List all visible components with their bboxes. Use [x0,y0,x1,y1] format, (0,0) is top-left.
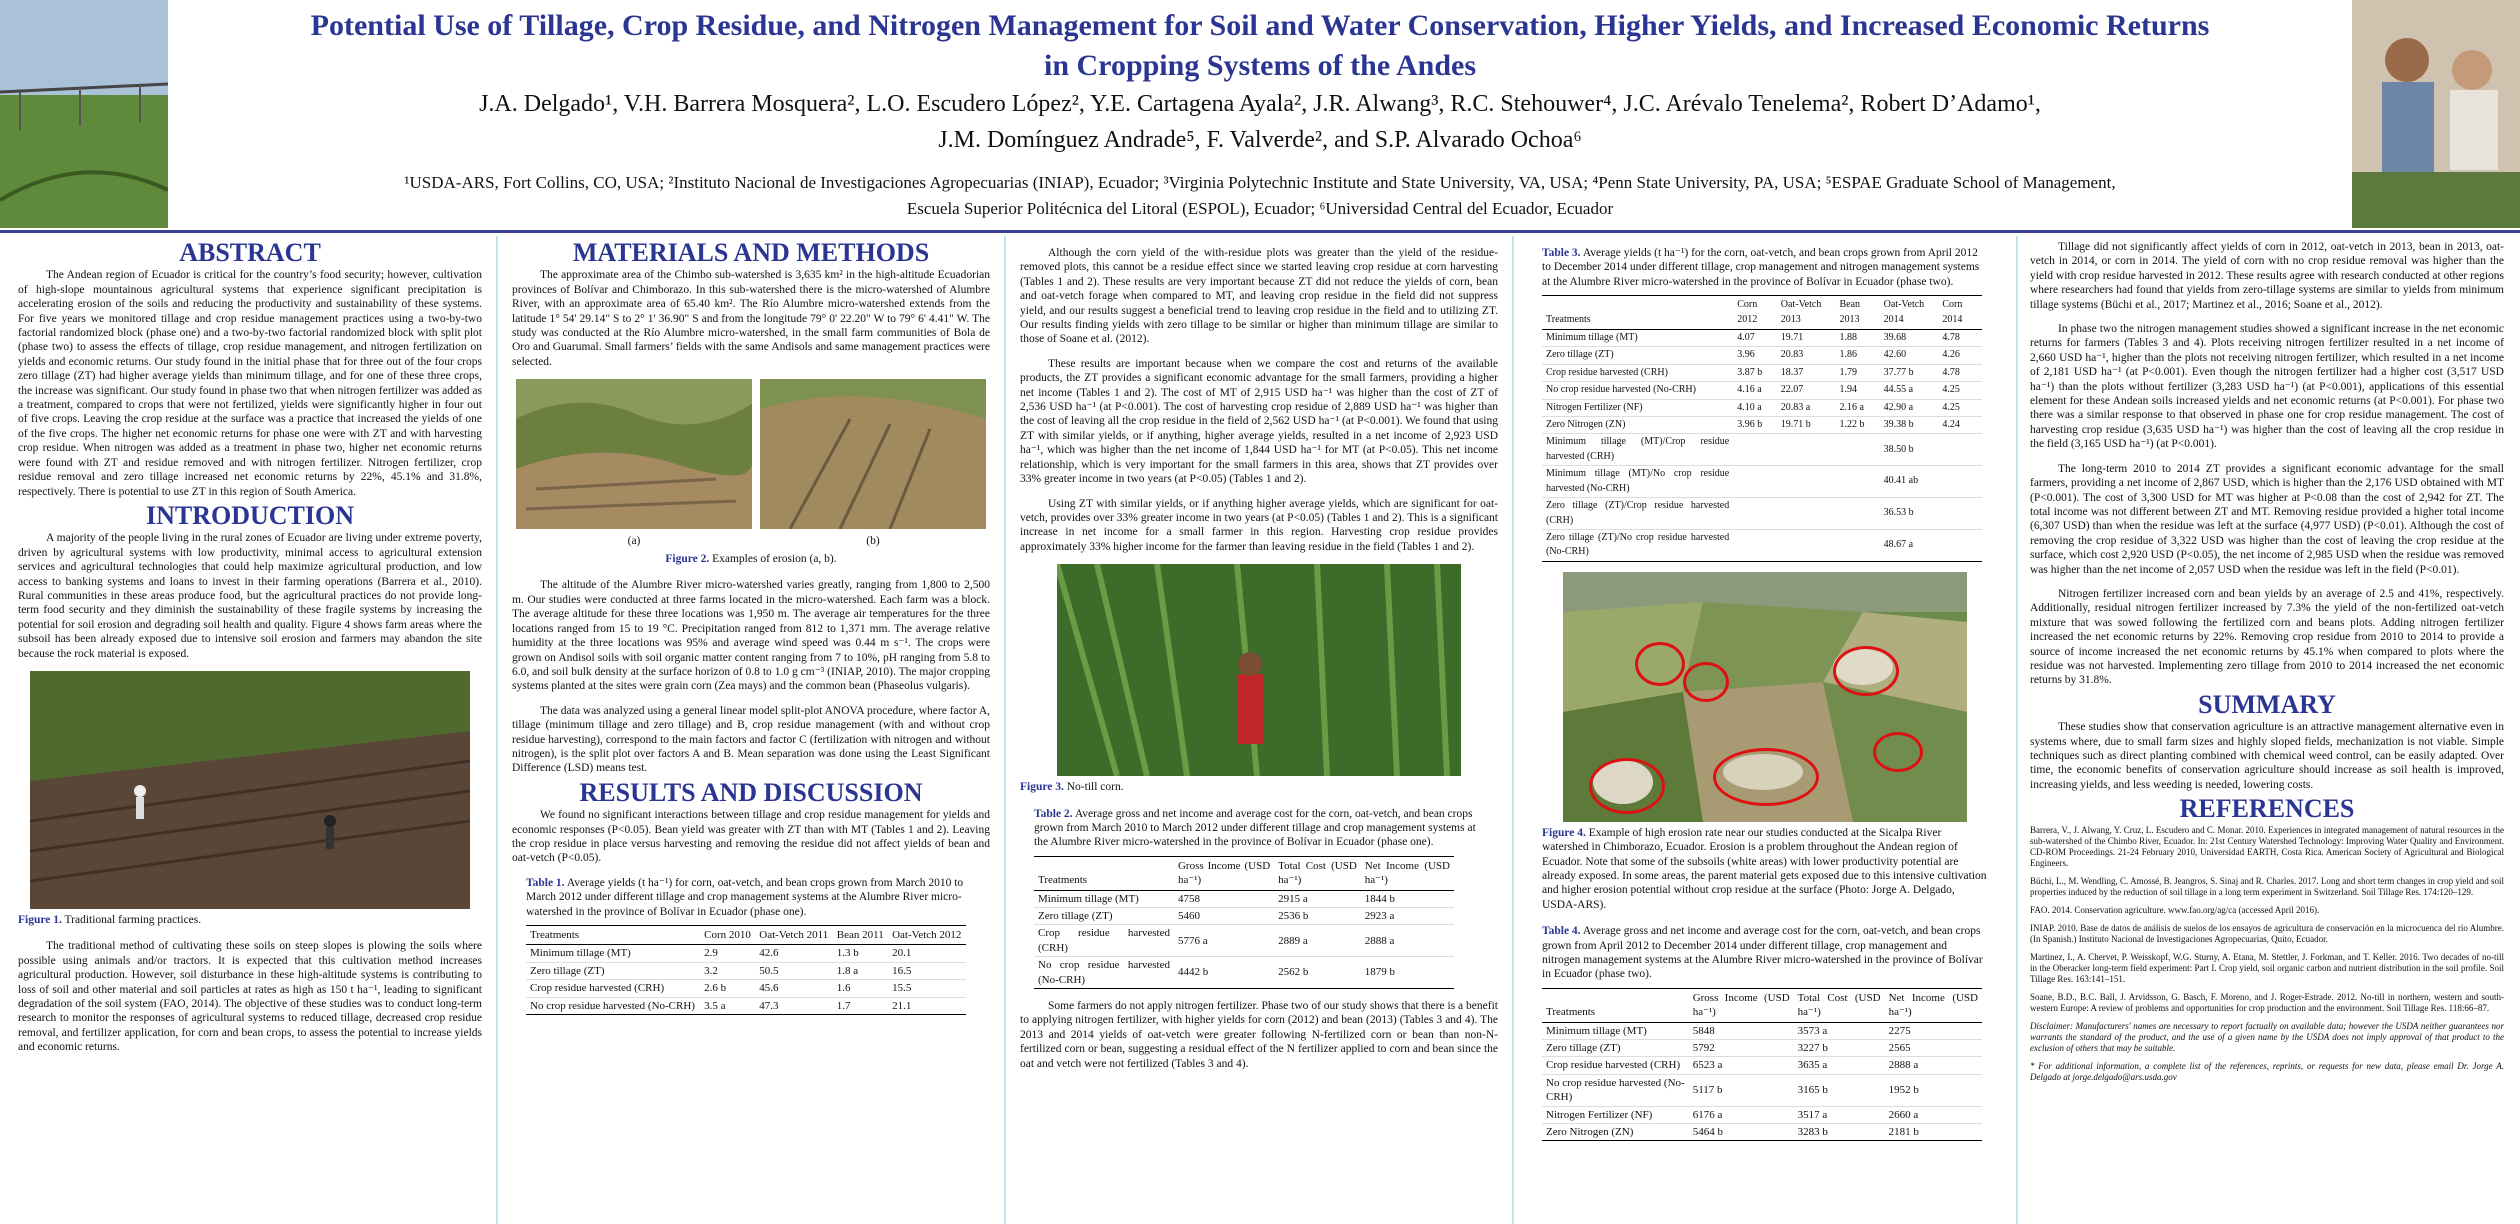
table-3-body [1542,330,1982,562]
table-cell: 40.41 ab [1880,466,1939,498]
figure-2b [760,379,986,548]
table-cell: 5117 b [1689,1074,1794,1106]
table-row [526,962,966,979]
table-cell: Zero tillage (ZT) [1034,907,1174,924]
table-cell: 39.38 b [1880,417,1939,434]
figure-3-caption [1020,780,1498,794]
table-cell: 2565 [1885,1040,1982,1057]
table-cell: 4.10 a [1733,399,1777,416]
table-cell: Crop residue harvested (CRH) [526,980,700,997]
table-cell: 3227 b [1794,1040,1885,1057]
table-cell [1777,434,1836,466]
summary-heading: SUMMARY [2198,689,2336,719]
figure-2b-image [760,379,986,529]
table-cell: 47.3 [755,997,832,1014]
table-header: Oat-Vetch 2013 [1777,296,1836,330]
table-cell: 1.8 a [833,962,888,979]
table-cell: 1.3 b [833,945,888,962]
table-cell: 1844 b [1361,890,1454,907]
header-photo-irrigation [0,0,168,228]
results-paragraph: Although the corn yield of the with-residue plots was greater than the yield of the residue-removed plots, this cannot be a residue effect since we started leaving crop residue at corn harvesting (Tables 1 and 2). These results are very important because ZT did not reduce the yields of corn, bean and oat-vetch forage when compared to MT, and leaving crop residue in the field did not suppress yield, and our results suggest a beneficial trend to leaving crop residue in the field and to utilizing ZT. Our results finding yields with zero tillage to be similar or higher than minimum tillage are similar to those of Soane et al. (2012). [1020,247,1498,346]
table-cell: 19.71 [1777,330,1836,347]
table-cell: Crop residue harvested (CRH) [1542,1057,1689,1074]
column-divider [1512,236,1514,1224]
table-cell [1938,434,1982,466]
table-1-caption [526,876,976,919]
table-cell: 4.25 [1938,399,1982,416]
table-cell [1777,498,1836,530]
table-cell: 1.22 b [1836,417,1880,434]
table-cell: 2.6 b [700,980,755,997]
table-1-caption-text: Average yields (t ha⁻¹) for corn, oat-vetch, and bean crops grown from March 2010 to March 2012 under different tillage and crop management systems at the Alumbre River micro-watershed in the province of Bolívar in Ecuador (phase one). [526,876,964,918]
table-row [1542,330,1982,347]
poster-title [200,6,2320,86]
abstract-text: The Andean region of Ecuador is critical for the country’s food security; however, cultivation of high-slope mountainous agricultural systems that experience significant precipitation is accelerating erosion of the soils and reducing the productivity and sustainability of these systems. For five years we monitored tillage and crop residue management practices using a two-by-two factorial randomized block (phase one) and a two-by-two factorial randomized block with split plot (phase two) to assess the effects of tillage, crop residue management, and nitrogen fertilization on yields and economic returns. Our study found in the initial phase that for three out of the four crops zero tillage (ZT) had higher average yields than minimum tillage, and for one of these three crops, the increase was significant. Our study found in phase two that when nitrogen fertilizer was added as a treatment, compared to crops that were not fertilized, yields were significantly higher in four out of five crops. Leaving the crop residue at the surface was a practice that increased the yields of one of the five crops. The higher net economic returns for phase one were with ZT and with harvesting crop residue. When nitrogen was added as a treatment in phase two, higher net economic returns were found with ZT and residue removed and with nitrogen fertilizer. Nitrogen fertilizer, crop residue removal and zero tillage increased net economic returns by 22%, 45.1% and 31.8%, respectively. There is potential to use ZT in this region of South America. [18,269,482,498]
title-line-2: in Cropping Systems of the Andes [1043,49,1477,82]
figure-2-images [512,379,990,548]
column-5 [2030,236,2504,1222]
table-header: Oat-Vetch 2014 [1880,296,1939,330]
table-row [1034,907,1454,924]
table-header: Oat-Vetch 2011 [755,926,832,945]
table-cell: 2660 a [1885,1106,1982,1123]
table-cell: 5464 b [1689,1124,1794,1141]
erosion-marker [1683,662,1729,702]
results-paragraph: Nitrogen fertilizer increased corn and bean yields by an average of 2.5 and 41%, respectively. Additionally, residual nitrogen fertilizer increased by 7.3% the yield of the non-fertilized oat-vetch mixture that was sowed following the fertilized corn and beans plots. Adding nitrogen fertilizer increased the net economic returns by 22%. Removing crop residue from 2010 to 2014 to provide a source of income increased the net economic returns by 45.1% when compared to plots where the residue was not harvested. Implementing zero tillage from 2010 to 2014 increased the net economic returns by 31.8%. [2030,587,2504,687]
title-line-1: Potential Use of Tillage, Crop Residue, and Nitrogen Management for Soil and Water Conservation, Higher Yields, and Increased Economic Returns [310,9,2210,42]
figure-1-label: Figure 1. [18,913,62,926]
reference-item: Martinez, I., A. Chervet, P. Weisskopf, W.G. Sturny, A. Etana, M. Stettler, J. Forkman, and T. Keller. 2016. Two decades of no-till in the Oberacker long-term field experiment: Part I. Crop yield, soil organic carbon and nutrient distribution in the soil profile. Soil Tillage Res. 163:141–151. [2030,951,2504,984]
table-row [1542,382,1982,399]
table-header: Corn 2010 [700,926,755,945]
methods-heading: MATERIALS AND METHODS [572,238,930,267]
table-2-caption [1034,807,1484,850]
table-row [1542,399,1982,416]
table-cell: 37.77 b [1880,364,1939,381]
table-header: Treatments [1542,988,1689,1022]
table-cell [1777,529,1836,561]
table-row [1542,434,1982,466]
figure-3-image [1057,564,1461,776]
table-4-caption-text: Average gross and net income and average cost for the corn, oat-vetch, and bean crops grown from April 2012 to December 2014 under different tillage, crop management and nitrogen management systems at the Alumbre River micro-watershed in the province of Bolívar in Ecuador (phase two). [1542,925,1983,981]
table-row [526,997,966,1014]
table-cell: 3.5 a [700,997,755,1014]
table-header: Corn 2012 [1733,296,1777,330]
table-cell: 45.6 [755,980,832,997]
table-cell: 1.86 [1836,347,1880,364]
table-cell: 2536 b [1274,907,1361,924]
table-cell [1836,529,1880,561]
table-row [1542,1057,1982,1074]
table-cell: 1952 b [1885,1074,1982,1106]
table-cell: 4.07 [1733,330,1777,347]
abstract-heading: ABSTRACT [179,238,321,267]
disclaimer: Disclaimer: Manufacturers' names are necessary to report factually on available data; however the USDA neither guarantees nor warrants the standard of the product, and the use of a given name by the USDA does not imply approval of that product to the exclusion of others that may be suitable. [2030,1020,2504,1053]
table-cell: No crop residue harvested (No-CRH) [1542,1074,1689,1106]
erosion-marker [1635,642,1685,686]
results-paragraph: Using ZT with similar yields, or if anything higher average yields, which are significant for oat-vetch, provides over 33% greater income in two years (at P<0.05) (Tables 1 and 2). This is a significant increase in net income for a small farmer in this region. Harvesting crop residue provides approximately 33% higher income for the farmer than leaving residue in the field (Tables 1 and 2). [1020,497,1498,553]
table-cell: 42.6 [755,945,832,962]
results-heading: RESULTS AND DISCUSSION [579,777,923,807]
table-cell: 3635 a [1794,1057,1885,1074]
table-cell: 38.50 b [1880,434,1939,466]
column-divider [496,236,498,1224]
references-heading: REFERENCES [2179,794,2355,824]
table-cell: Minimum tillage (MT) [1542,330,1733,347]
figure-4-image [1563,572,1967,822]
table-cell: 3283 b [1794,1124,1885,1141]
table-header: Corn 2014 [1938,296,1982,330]
table-row [1542,1124,1982,1141]
table-cell: 6176 a [1689,1106,1794,1123]
table-cell: 4.26 [1938,347,1982,364]
table-cell: Zero tillage (ZT) [1542,347,1733,364]
table-header: Oat-Vetch 2012 [888,926,966,945]
table-header: Net Income (USD ha⁻¹) [1885,988,1982,1022]
figure-3-caption-text: No-till corn. [1066,781,1124,794]
reference-item: FAO. 2014. Conservation agriculture. www.fao.org/ag/ca (accessed April 2016). [2030,904,2320,915]
table-cell: No crop residue harvested (No-CRH) [526,997,700,1014]
table-header: Total Cost (USD ha⁻¹) [1274,856,1361,890]
header-photo-researchers [2352,0,2520,228]
table-row [1034,957,1454,989]
table-row [1542,347,1982,364]
table-row [1542,498,1982,530]
authors-line-1: J.A. Delgado¹, V.H. Barrera Mosquera², L.O. Escudero López², Y.E. Cartagena Ayala², J.R. Alwang³, R.C. Stehouwer⁴, J.C. Arévalo Tenelema², Robert D’Adamo¹, [479,91,2041,117]
column-divider [1004,236,1006,1224]
table-cell: 2888 a [1885,1057,1982,1074]
table-cell: 4.25 [1938,382,1982,399]
results-paragraph: Tillage did not significantly affect yields of corn in 2012, oat-vetch in 2013, bean in 2013, oat-vetch in 2014, or corn in 2014. The yield of corn with no crop residue removal was higher than the yield with crop residue harvested in 2012. These results agree with research conducted at other regions where researchers had found that yields from zero-tillage systems are similar to yields from minimum tillage systems (Büchi et al., 2017; Martinez et al., 2016; Soane et al., 2012). [2030,241,2504,311]
table-cell: 2889 a [1274,925,1361,957]
table-header: Gross Income (USD ha⁻¹) [1689,988,1794,1022]
table-1 [526,925,966,1015]
figure-2-label: Figure 2. [665,553,710,566]
table-cell: 2915 a [1274,890,1361,907]
table-cell [1938,498,1982,530]
table-cell: 20.1 [888,945,966,962]
methods-paragraph: The data was analyzed using a general linear model split-plot ANOVA procedure, where factor A, tillage (minimum tillage and zero tillage) and B, crop residue management (with and without crop residue harvesting), correspond to the main factors and factor C (fertilization with nitrogen and without nitrogen), is the split plot over factors A and B. Mean separation was done using the Least Significant Difference (LSD) means test. [512,704,990,775]
table-cell: 1879 b [1361,957,1454,989]
column-1 [18,236,482,1222]
table-cell: 16.5 [888,962,966,979]
erosion-marker [1589,758,1665,814]
table-cell: Zero tillage (ZT)/No crop residue harvested (No-CRH) [1542,529,1733,561]
table-cell: 39.68 [1880,330,1939,347]
table-cell: 1.7 [833,997,888,1014]
authors-line-2: J.M. Domínguez Andrade⁵, F. Valverde², and S.P. Alvarado Ochoa⁶ [938,127,1582,153]
table-4-label: Table 4. [1542,925,1581,938]
table-row [1542,1040,1982,1057]
table-cell: Nitrogen Fertilizer (NF) [1542,399,1733,416]
table-cell: Zero Nitrogen (ZN) [1542,1124,1689,1141]
table-cell: 2923 a [1361,907,1454,924]
table-cell [1836,466,1880,498]
table-cell [1733,434,1777,466]
table-2 [1034,856,1454,989]
table-cell: 42.90 a [1880,399,1939,416]
table-cell: 3517 a [1794,1106,1885,1123]
table-cell: 50.5 [755,962,832,979]
figure-2b-label: (b) [866,534,880,547]
table-row [1542,1022,1982,1039]
reference-list [2030,825,2504,1083]
column-divider [2016,236,2018,1224]
table-row [1034,890,1454,907]
table-cell [1733,529,1777,561]
table-cell: 1.94 [1836,382,1880,399]
table-cell: 2.16 a [1836,399,1880,416]
table-cell [1836,498,1880,530]
figure-4-caption [1542,826,1988,912]
table-row [1542,1074,1982,1106]
table-cell: 2562 b [1274,957,1361,989]
table-cell: 22.07 [1777,382,1836,399]
results-paragraph: The long-term 2010 to 2014 ZT provides a significant economic advantage for the small farmers, providing a net income of 2,867 USD, which is higher than the 2,176 USD obtained with MT (P<0.001). The cost of 3,300 USD for MT was higher at P<0.08 than the cost of 2,942 for ZT. The total income was not different between ZT and MT. Removing residue provided a higher total income (6,307 USD) than when the residue was left at the surface (4,977 USD) (P<0.01). Although the cost of removing the crop residue of 3,322 USD was higher than the cost of leaving the crop residue at the surface, which cost 2,920 USD (P<0.05), the net income of 2,985 USD when the residue was removed was higher than the net income of 2,057 USD when the residue was left in the field (P<0.01). [2030,462,2504,576]
table-cell: Minimum tillage (MT)/No crop residue harvested (No-CRH) [1542,466,1733,498]
table-cell: 3165 b [1794,1074,1885,1106]
reference-item: Büchi, L., M. Wendling, C. Amossé, B. Jeangros, S. Sinaj and R. Charles. 2017. Long and short term changes in crop yield and soil properties induced by the reduction of soil tillage in a long term experiment in Switzerland. Soil Tillage Res. 174:120–129. [2030,875,2504,897]
table-cell: 1.79 [1836,364,1880,381]
affiliations-line-1: ¹USDA-ARS, Fort Collins, CO, USA; ²Instituto Nacional de Investigaciones Agropecuarias (INIAP), Ecuador; ³Virginia Polytechnic Institute and State University, VA, USA; ⁴Penn State University, PA, USA; ⁵ESPAE Graduate School of Management, [404,173,2116,192]
column-2 [512,236,990,1222]
table-row [526,945,966,962]
introduction-paragraph: The traditional method of cultivating these soils on steep slopes is plowing the soils where possible using animals and/or tractors. It is expected that this cultivation method increases agricultural production. However, soil disturbance in these high-altitude systems is contributing to loss of soil and other material and soil particles at rates as high as 150 t ha⁻¹, leading to significant degradation of the soil system (FAO, 2014). The objective of these studies was to conduct long-term research to monitor the responses of agricultural systems to reduced tillage, decreased crop residue removal, and fertilizer application, for corn and bean crops, to assess the potential to increase yields and economic returns. [18,940,482,1054]
contact-note: * For additional information, a complete list of the references, reprints, or requests for new data, please email Dr. Jorge A. Delgado at jorge.delgado@ars.usda.gov [2030,1060,2504,1082]
erosion-marker [1713,748,1819,806]
figure-2a-image [516,379,752,529]
table-cell [1938,529,1982,561]
table-cell: 15.5 [888,980,966,997]
table-cell: 6523 a [1689,1057,1794,1074]
figure-2-caption-text: Examples of erosion (a, b). [712,553,837,566]
table-4-body [1542,1022,1982,1141]
table-cell: Minimum tillage (MT)/Crop residue harvested (CRH) [1542,434,1733,466]
table-cell: 44.55 a [1880,382,1939,399]
table-header: Total Cost (USD ha⁻¹) [1794,988,1885,1022]
table-row [1034,925,1454,957]
poster-header [0,0,2520,230]
table-1-label: Table 1. [526,876,565,889]
table-cell [1938,466,1982,498]
table-row [526,980,966,997]
reference-item: INIAP. 2010. Base de datos de análisis de suelos de los ensayos de agricultura de conservación en la microcuenca del río Alumbre. (In Spanish.) Instituto Nacional de Investigaciones Agropecuarias, Quito, Ecuador. [2030,922,2504,944]
table-cell: Minimum tillage (MT) [1542,1022,1689,1039]
table-cell: 21.1 [888,997,966,1014]
table-cell: 5460 [1174,907,1274,924]
table-cell: 48.67 a [1880,529,1939,561]
table-header: Bean 2011 [833,926,888,945]
table-cell: 3.2 [700,962,755,979]
reference-item: Barrera, V., J. Alwang, Y. Cruz, L. Escudero and C. Monar. 2010. Experiences in integrated management of natural resources in the sub-watershed of the Chimbo River, Ecuador. In: 21st Century Watershed Technology: Improving Water Quality and Environment. CD-ROM Proceedings. 21-24 February 2010, Universidad EARTH, Costa Rica. American Society of Agricultural and Biological Engineers. [2030,824,2504,868]
table-cell: 5776 a [1174,925,1274,957]
author-list [200,86,2320,158]
figure-3-label: Figure 3. [1020,781,1064,794]
table-4 [1542,988,1982,1142]
table-cell: No crop residue harvested (No-CRH) [1542,382,1733,399]
table-cell: Nitrogen Fertilizer (NF) [1542,1106,1689,1123]
table-cell: 18.37 [1777,364,1836,381]
table-3-caption-text: Average yields (t ha⁻¹) for the corn, oat-vetch, and bean crops grown from April 2012 to December 2014 under different tillage, crop management and nitrogen management systems at the Alumbre River micro-watershed in the province of Bolívar in Ecuador (phase two). [1542,247,1980,288]
table-cell: 4758 [1174,890,1274,907]
table-cell: 20.83 [1777,347,1836,364]
table-4-caption [1542,924,1988,982]
reference-item: Soane, B.D., B.C. Ball, J. Arvidsson, G. Basch, F. Moreno, and J. Roger-Estrade. 2012. No-till in northern, western and south-western Europe: A review of problems and opportunities for crop production and the environment. Soil Tillage Res. 118:66–87. [2030,991,2504,1013]
table-cell [1836,434,1880,466]
figure-1-image [30,671,470,909]
affiliations-line-2: Escuela Superior Politécnica del Litoral (ESPOL), Ecuador; ⁶Universidad Central del Ecuador, Ecuador [906,199,1614,218]
table-cell: Crop residue harvested (CRH) [1542,364,1733,381]
table-cell: Crop residue harvested (CRH) [1034,925,1174,957]
table-cell: 2888 a [1361,925,1454,957]
table-cell: 19.71 b [1777,417,1836,434]
results-paragraph: In phase two the nitrogen management studies showed a significant increase in the net economic returns for farmers (Tables 3 and 4). Plots receiving nitrogen fertilizer resulted in a net income of 2,660 USD ha⁻¹, higher than the plots not receiving nitrogen fertilizer, which resulted in a net income of 2,181 USD ha⁻¹ (at P<0.001). Even though the nitrogen fertilizer had a higher cost (3,517 USD ha⁻¹) than the plots without fertilizer (3,283 USD ha⁻¹) (at P<0.001), applications of this essential element for these Andean soils increased yields and net economic returns (at P<0.001). For phase two there was a similar response to that observed in phase one for crop residue management. The cost of harvesting crop residue (3,635 USD ha⁻¹) was higher than the cost of leaving all the crop residue in the field (3,165 USD ha⁻¹) (at P<0.001). [2030,323,2504,451]
table-row [1542,364,1982,381]
table-cell [1777,466,1836,498]
table-cell: 4442 b [1174,957,1274,989]
table-cell: 36.53 b [1880,498,1939,530]
methods-paragraph: The approximate area of the Chimbo sub-watershed is 3,635 km² in the high-altitude Ecuadorian provinces of Bolívar and Chimborazo. In this sub-watershed there is the micro-watershed of Alumbre River, with an approximate area of 65.40 km². The Río Alumbre micro-watershed extends from the latitude 1° 54' 29.14" S to 2° 1' 36.90" S and from the longitude 79° 0' 22.20" W to 79° 6' 4.41" W. The study was conducted at the Río Alumbre micro-watershed, in the small farm communities of Bola de Oro and Guarumal. Small farmers’ fields with the same Andisols and same management practices were selected. [512,269,990,368]
column-4 [1528,236,2002,1222]
table-header: Bean 2013 [1836,296,1880,330]
table-cell: 4.78 [1938,330,1982,347]
table-cell: 3.96 [1733,347,1777,364]
table-row [1542,529,1982,561]
erosion-marker [1833,646,1899,696]
figure-2a-label: (a) [627,534,641,547]
table-3-caption [1542,246,1988,289]
table-header: Gross Income (USD ha⁻¹) [1174,856,1274,890]
table-2-caption-text: Average gross and net income and average cost for the corn, oat-vetch, and bean crops grown from March 2010 to March 2012 under different tillage and crop management systems at the Alumbre River micro-watershed in the province of Bolívar in Ecuador (phase one). [1034,807,1476,849]
table-cell: Zero tillage (ZT) [526,962,700,979]
results-paragraph: Some farmers do not apply nitrogen fertilizer. Phase two of our study shows that there is a benefit to applying nitrogen fertilizer, with higher yields for corn (2012) and bean (2013) (Tables 3 and 4). The 2013 and 2014 yields of oat-vetch were greater following N-fertilized corn or bean than non-N-fertilized corn or bean, suggesting a residual effect of the N fertilizer applied to corn and bean since the oat and vetch were not fertilized (Tables 3 and 4). [1020,1000,1498,1070]
table-cell: 3.87 b [1733,364,1777,381]
table-row [1542,417,1982,434]
erosion-marker [1873,732,1923,772]
methods-paragraph: The altitude of the Alumbre River micro-watershed varies greatly, ranging from 1,800 to 2,500 m. Our studies were conducted at three farms located in the micro-watershed. Each farm was a block. The average altitude for these three locations was 1,950 m. The average air temperatures for the three locations ranged from 15 to 19 °C. Precipitation ranged from 812 to 1,371 mm. The average relative humidity at the three locations was 95% and average wind speed was 0.44 m s⁻¹. The crops were grown on Andisol soils with soil organic matter content ranging from 7 to 10%, pH ranging from 5.8 to 6.0, and soil bulk density at the surface horizon of 0.8 to 1.0 g cm⁻³ (INIAP, 2010). The major cropping systems planted at the sites were grain corn (Zea mays) and the common bean (Phaseolus vulgaris). [512,579,990,693]
table-row [1542,466,1982,498]
table-cell: Zero tillage (ZT)/Crop residue harvested (CRH) [1542,498,1733,530]
figure-2-caption [512,552,990,566]
header-divider [0,230,2520,233]
introduction-heading: INTRODUCTION [145,500,355,530]
table-cell: Minimum tillage (MT) [526,945,700,962]
table-cell: 4.78 [1938,364,1982,381]
table-cell: 5792 [1689,1040,1794,1057]
table-cell: Zero Nitrogen (ZN) [1542,417,1733,434]
table-cell: 4.16 a [1733,382,1777,399]
table-header: Treatments [1542,296,1733,330]
table-cell: Minimum tillage (MT) [1034,890,1174,907]
figure-1-caption-text: Traditional farming practices. [64,913,202,926]
introduction-paragraph: A majority of the people living in the rural zones of Ecuador are living under extreme poverty, driven by agricultural systems with low productivity, minimal access to agricultural extension services and agricultural technologies that could help maximize agricultural production, and low access to banking systems and loans to invest in their farming operations (Barrera et al., 2010). Rural communities in these areas produce food, but the agricultural practices do not provide long-term food security and they diminish the sustainability of these fragile systems by increasing the potential for soil erosion and degrading soil health and quality. Figure 4 shows farm areas where the subsoil has been already exposed due to intensive soil erosion and farmers may abandon the site because the rock material is exposed. [18,532,482,660]
table-2-label: Table 2. [1034,807,1073,820]
column-3 [1020,236,1498,1222]
results-paragraph: We found no significant interactions between tillage and crop residue management for yields and economic responses (P<0.05). Bean yield was greater with ZT than with MT (Tables 1 and 2). Leaving the crop residue in place versus harvesting and removing the residue did not affect yields of bean and oat-vetch (P<0.05). [512,809,990,865]
table-cell: 2275 [1885,1022,1982,1039]
affiliations [200,170,2320,222]
table-header: Treatments [1034,856,1174,890]
table-cell: 5848 [1689,1022,1794,1039]
table-cell: 2181 b [1885,1124,1982,1141]
table-cell: 1.6 [833,980,888,997]
table-3 [1542,295,1982,562]
table-cell: 1.88 [1836,330,1880,347]
summary-text: These studies show that conservation agriculture is an attractive management alternative even in systems where, due to small farm sizes and highly sloped fields, mechanization is not viable. Simple techniques such as direct planting combined with chemical weed control, can be easily adapted. Over time, the economic benefits of conservation agriculture should increase as soil health is improved, increasing yields, and less weeding is needed, lowering costs. [2030,721,2504,791]
figure-1-caption [18,913,482,927]
table-cell: 3573 a [1794,1022,1885,1039]
figure-2a [516,379,752,548]
figure-4-caption-text: Example of high erosion rate near our studies conducted at the Sicalpa River watershed in Chimborazo, Ecuador. Erosion is a problem throughout the Andean region of Ecuador. Note that some of the subsoils (white areas) with lower productivity potential are already exposed. In some areas, the parent material gets exposed due to this intensive cultivation and higher erosion potential without crop residue at the surface (Photo: Jorge A. Delgado, USDA-ARS). [1542,826,1987,911]
table-cell: 2.9 [700,945,755,962]
table-cell: No crop residue harvested (No-CRH) [1034,957,1174,989]
table-header: Treatments [526,926,700,945]
results-paragraph: These results are important because when we compare the cost and returns of the available products, the ZT provides a significant economic advantage for the small farmers, providing a higher net income (Tables 1 and 2). The cost of MT of 2,915 USD ha⁻¹ was higher than the cost of ZT of 2,536 USD ha⁻¹ (at P<0.001). The cost of harvesting crop residue of 2,889 USD ha⁻¹ was higher than the cost of leaving all the crop residue in the field of 2,562 USD ha⁻¹ (at P<0.001). We found that using ZT with similar yields, or if anything, higher average yields, resulted in a net income of 2,923 USD ha⁻¹, which was higher than the net income of 1,844 USD ha⁻¹ for MT (at P<0.05). This net income relationship, which is very important for the small farmers in this area, shows that ZT provides over 33% greater income in two years (at P<0.05) (Tables 1 and 2). [1020,357,1498,486]
table-cell: Zero tillage (ZT) [1542,1040,1689,1057]
table-row [1542,1106,1982,1123]
table-header: Net Income (USD ha⁻¹) [1361,856,1454,890]
table-cell [1733,466,1777,498]
table-cell: 42.60 [1880,347,1939,364]
table-cell: 4.24 [1938,417,1982,434]
table-cell: 20.83 a [1777,399,1836,416]
table-cell [1733,498,1777,530]
figure-4-label: Figure 4. [1542,826,1586,839]
table-3-label: Table 3. [1542,247,1581,259]
table-cell: 3.96 b [1733,417,1777,434]
